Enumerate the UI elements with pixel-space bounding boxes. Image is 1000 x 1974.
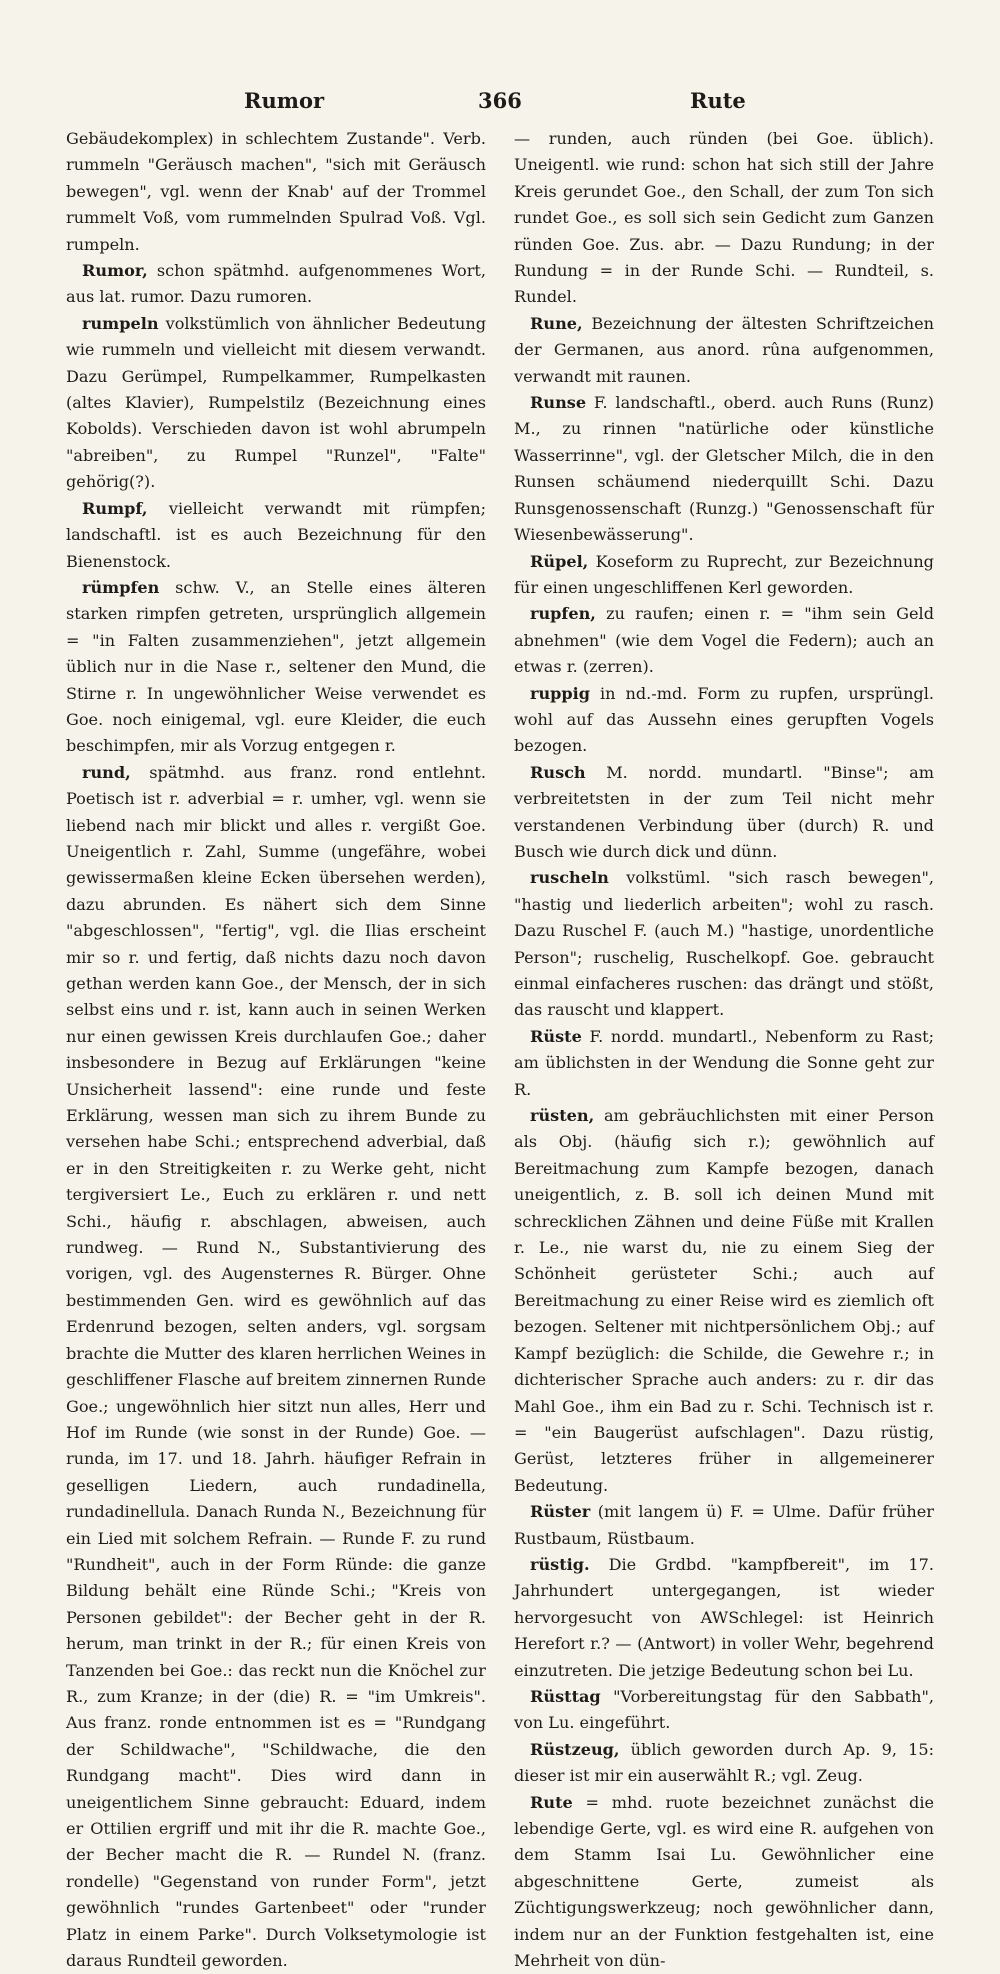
- entry-headword: Rüster: [530, 1502, 591, 1522]
- dictionary-entry: [514, 865, 934, 1023]
- entry-text: vielleicht verwandt mit rümpfen; landschaftl. ist es auch Bezeichnung für den Bienenstock.: [66, 498, 486, 571]
- entry-text: am gebräuchlichsten mit einer Person als Obj. (häufig sich r.); gewöhnlich auf Bereitmachung zum Kampfe bezogen, danach uneigentlich, z. B. soll ich deinen Mund mit schrecklichen Zähnen und deine Füße mit Krallen r. Le., nie warst du, nie zu einem Sieg der Schönheit gerüsteter Schi.; auch auf Bereitmachung zu einer Reise wird es ziemlich oft bezogen. Seltener mit nichtpersönlichem Obj.; auf Kampf bezüglich: die Schilde, die Gewehre r.; in dichterischer Sprache auch anders: zu r. dir das Mahl Goe., ihm ein Bad zu r. Schi. Technisch ist r. = "ein Baugerüst aufschlagen". Dazu rüstig, Gerüst, letzteres früher in allgemeinerer Bedeutung.: [514, 1106, 934, 1495]
- entry-text: spätmhd. aus franz. rond entlehnt. Poetisch ist r. adverbial = r. umher, vgl. wenn sie liebend nach mir blickt und alles r. vergißt Goe. Uneigentlich r. Zahl, Summe (ungefähre, wobei gewissermaßen kleine Ecken übersehen werden), dazu abrunden. Es nähert sich dem Sinne "abgeschlossen", "fertig", vgl. die Ilias erscheint mir so r. und fertig, daß nichts dazu noch davon gethan werden kann Goe., der Mensch, der in sich selbst eins und r. ist, kann auch in seinen Werken nur einen gewissen Kreis durchlaufen Goe.; daher insbesondere in Bezug auf Erklärungen "keine Unsicherheit lassend": eine runde und feste Erklärung, wessen man sich zu ihrem Bunde zu versehen habe Schi.; entsprechend adverbial, daß er in den Streitigkeiten r. zu Werke geht, nicht tergiversiert Le., Euch zu erklären r. und nett Schi., häufig r. abschlagen, abweisen, auch rundweg. — Rund N., Substantivierung des vorigen, vgl. des Augensternes R. Bürger. Ohne bestimmenden Gen. wird es gewöhnlich auf das Erdenrund bezogen, selten anders, vgl. sorgsam brachte die Mutter des klaren herrlichen Weines in geschliffener Flasche auf breitem zinnernen Runde Goe.; ungewöhnlich hier sitzt nun alles, Herr und Hof im Runde (wie sonst in der Runde) Goe. — runda, im 17. und 18. Jahrh. häufiger Refrain in geselligen Liedern, auch rundadinella, rundadinellula. Danach Runda N., Bezeichnung für ein Lied mit solchem Refrain. — Runde F. zu rund "Rundheit", auch in der Form Ründe: die ganze Bildung behält eine Ründe Schi.; "Kreis von Personen gebildet": der Becher geht in der R. herum, man trinkt in der R.; für einen Kreis von Tanzenden bei Goe.: das reckt nun die Knöchel zur R., zum Kranze; in der (die) R. = "im Umkreis". Aus franz. ronde entnommen ist es = "Rundgang der Schildwache", "Schildwache, die den Rundgang macht". Dies wird dann in uneigentlichem Sinne gebraucht: Eduard, indem er Ottilien ergriff und mit ihr die R. machte Goe., der Becher macht die R. — Rundel N. (franz. rondelle) "Gegenstand von runder Form", jetzt gewöhnlich "rundes Gartenbeet" oder "runder Platz in einem Parke". Durch Volksetymologie ist daraus Rundteil geworden.: [66, 762, 486, 1971]
- dictionary-entry: [66, 575, 486, 760]
- dictionary-entry: [514, 311, 934, 390]
- entry-headword: Rusch: [530, 762, 586, 782]
- entry-headword: Rüste: [530, 1026, 582, 1046]
- entry-headword: rümpfen: [82, 577, 160, 597]
- dictionary-entry: [66, 311, 486, 496]
- entry-headword: Rune,: [530, 313, 583, 333]
- dictionary-entry: [514, 760, 934, 866]
- dictionary-entry: [66, 496, 486, 575]
- dictionary-entry: [66, 258, 486, 311]
- entry-text: F. landschaftl., oberd. auch Runs (Runz) M., zu rinnen "natürliche oder künstliche Wasserrinne", vgl. der Gletscher Milch, die in den Runsen schäumend niederquillt Schi. Dazu Runsgenossenschaft (Runzg.) "Genossenschaft für Wiesenbewässerung".: [514, 393, 934, 545]
- dictionary-entry: [514, 1552, 934, 1684]
- entry-text: schw. V., an Stelle eines älteren starken rimpfen getreten, ursprünglich allgemein = "in Falten zusammenziehen", jetzt allgemein üblich nur in die Nase r., seltener den Mund, die Stirne r. In ungewöhnlicher Weise verwendet es Goe. noch einigemal, vgl. eure Kleider, die euch beschimpfen, mir als Vorzug entgegen r.: [66, 577, 486, 756]
- entry-text: Koseform zu Ruprecht, zur Bezeichnung für einen ungeschliffenen Kerl geworden.: [514, 551, 934, 597]
- entry-headword: rund,: [82, 762, 131, 782]
- entry-text: (mit langem ü) F. = Ulme. Dafür früher Rustbaum, Rüstbaum.: [514, 1502, 934, 1548]
- entry-headword: Rute: [530, 1792, 573, 1812]
- left-column: [66, 126, 486, 1974]
- entry-text: üblich geworden durch Ap. 9, 15: dieser ist mir ein auserwählt R.; vgl. Zeug.: [514, 1739, 934, 1786]
- entry-text: in nd.-md. Form zu rupfen, ursprüngl. wohl auf das Aussehn eines gerupften Vogels bezogen.: [514, 683, 934, 756]
- page-number: 366: [478, 88, 522, 113]
- dictionary-entry: [514, 1684, 934, 1737]
- dictionary-entry: [66, 760, 486, 1974]
- right-column: [514, 126, 934, 1974]
- entry-text: M. nordd. mundartl. "Binse"; am verbreitetsten in der zum Teil nicht mehr verstandenen Verbindung über (durch) R. und Busch wie durch dick und dünn.: [514, 762, 934, 861]
- entry-text: volkstümlich von ähnlicher Bedeutung wie rummeln und vielleicht mit diesem verwandt. Dazu Gerümpel, Rumpelkammer, Rumpelkasten (altes Klavier), Rumpelstilz (Bezeichnung eines Kobolds). Verschieden davon ist wohl abrumpeln "abreiben", zu Rumpel "Runzel", "Falte" gehörig(?).: [66, 313, 486, 492]
- entry-headword: Rumpf,: [82, 498, 148, 518]
- dictionary-entry: [66, 126, 486, 258]
- entry-headword: rupfen,: [530, 604, 596, 624]
- dictionary-entry: [514, 681, 934, 760]
- page-header: [66, 80, 934, 120]
- header-right-catchword: Rute: [690, 88, 746, 113]
- dictionary-entry: [514, 1737, 934, 1790]
- entry-headword: Rüpel,: [530, 551, 589, 571]
- entry-headword: Runse: [530, 393, 587, 413]
- entry-text: = mhd. ruote bezeichnet zunächst die lebendige Gerte, vgl. es wird eine R. aufgehen von dem Stamm Isai Lu. Gewöhnlicher eine abgeschnittene Gerte, zumeist als Züchtigungswerkzeug; noch gewöhnlicher dann, indem nur an der Funktion festgehalten ist, eine Mehrheit von dün-: [514, 1792, 934, 1971]
- entry-text: Gebäudekomplex) in schlechtem Zustande". Verb. rummeln "Geräusch machen", "sich mit Geräusch bewegen", vgl. wenn der Knab' auf der Trommel rummelt Voß, vom rummelnden Spulrad Voß. Vgl. rumpeln.: [66, 129, 486, 254]
- entry-text: Bezeichnung der ältesten Schriftzeichen der Germanen, aus anord. rûna aufgenommen, verwandt mit raunen.: [514, 313, 934, 386]
- dictionary-entry: [514, 126, 934, 311]
- entry-headword: rumpeln: [82, 313, 159, 333]
- entry-headword: rüstig.: [530, 1554, 590, 1574]
- dictionary-entry: [514, 1024, 934, 1103]
- entry-headword: ruscheln: [530, 868, 609, 888]
- entry-text: Die Grdbd. "kampfbereit", im 17. Jahrhundert untergegangen, ist wieder hervorgesucht von AWSchlegel: ist Heinrich Herefort r.? — (Antwort) in voller Wehr, begehrend einzutreten. Die jetzige Bedeutung schon bei Lu.: [514, 1554, 934, 1680]
- header-left-catchword: Rumor: [244, 88, 325, 113]
- dictionary-entry: [514, 390, 934, 548]
- entry-headword: Rüsttag: [530, 1686, 601, 1706]
- entry-text: schon spätmhd. aufgenommenes Wort, aus lat. rumor. Dazu rumoren.: [66, 261, 486, 307]
- entry-text: "Vorbereitungstag für den Sabbath", von Lu. eingeführt.: [514, 1686, 934, 1733]
- dictionary-entry: [514, 549, 934, 602]
- dictionary-entry: [514, 1790, 934, 1974]
- dictionary-entry: [514, 601, 934, 680]
- entry-headword: rüsten,: [530, 1106, 595, 1126]
- entry-headword: Rumor,: [82, 261, 148, 281]
- entry-headword: Rüstzeug,: [530, 1739, 620, 1759]
- entry-text: F. nordd. mundartl., Nebenform zu Rast; am üblichsten in der Wendung die Sonne geht zur R.: [514, 1026, 934, 1099]
- entry-headword: ruppig: [530, 683, 591, 703]
- dictionary-entry: [514, 1499, 934, 1552]
- entry-text: zu raufen; einen r. = "ihm sein Geld abnehmen" (wie dem Vogel die Federn); auch an etwas r. (zerren).: [514, 604, 934, 677]
- entry-text: — runden, auch ründen (bei Goe. üblich). Uneigentl. wie rund: schon hat sich still der Jahre Kreis gerundet Goe., den Schall, der zum Ton sich rundet Goe., es soll sich sein Gedicht zum Ganzen ründen Goe. Zus. abr. — Dazu Rundung; in der Rundung = in der Runde Schi. — Rundteil, s. Rundel.: [514, 129, 934, 307]
- entry-text: volkstüml. "sich rasch bewegen", "hastig und liederlich arbeiten"; wohl zu rasch. Dazu Ruschel F. (auch M.) "hastige, unordentliche Person"; ruschelig, Ruschelkopf. Goe. gebraucht einmal einfacheres ruschen: das drängt und stößt, das rauscht und klappert.: [514, 868, 934, 1020]
- dictionary-entry: [514, 1103, 934, 1499]
